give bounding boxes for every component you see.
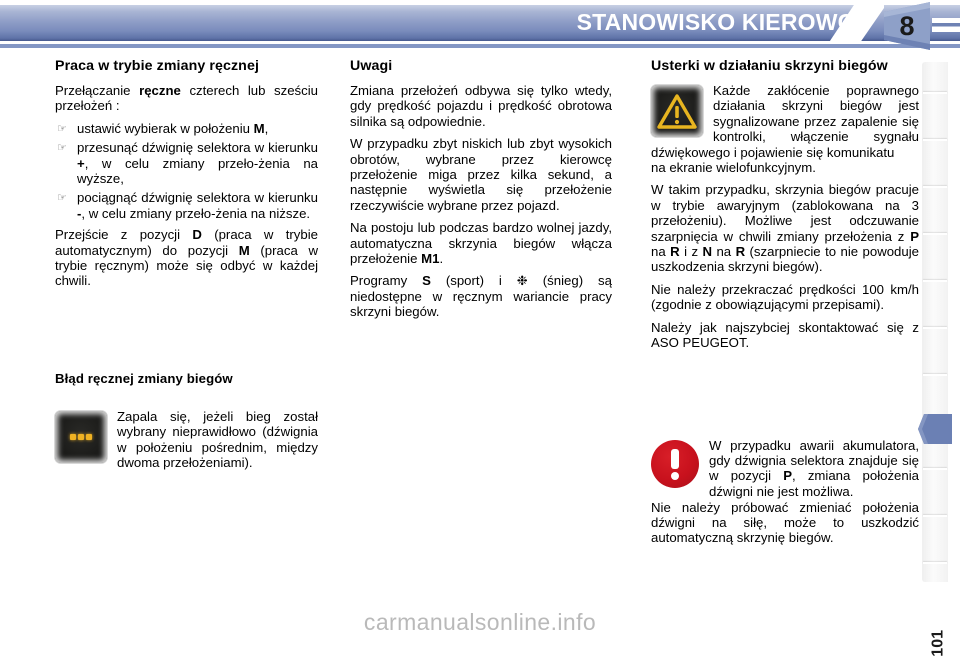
gearbox-fault-paragraph-2: Nie należy przekraczać prędkości 100 km/h (zgodnie z obowiązującymi przepisami). — [651, 281, 919, 313]
tab-strip-divider — [923, 92, 947, 94]
fault1-text-c: na — [651, 244, 671, 260]
manual-error-description: Zapala się, jeżeli bieg został wybrany nieprawidłowo (dźwignia w położeniu pośrednim, między dwoma przełożeniami). — [117, 408, 318, 471]
intro-text-a: Przełączanie — [55, 83, 140, 98]
watermark: carmanualsonline.info — [363, 609, 597, 635]
page-header — [0, 0, 960, 52]
snowflake-icon: ❉ — [516, 273, 528, 289]
list-item — [55, 190, 318, 221]
fault1-bold-n: N — [702, 244, 713, 260]
gearbox-fault-paragraph-1 — [651, 182, 919, 274]
switch-text-a: Przejście z pozycji — [55, 227, 193, 243]
dot-3 — [86, 434, 92, 440]
red-exclamation-warning-icon — [651, 440, 699, 488]
notes3-text-c: . — [439, 251, 444, 267]
switch-text-c: (praca w trybie automatycznym) do pozycji — [55, 227, 318, 258]
exclamation-dot — [671, 472, 679, 480]
tab-strip-divider — [923, 186, 947, 188]
fault1-bold-r1: R — [670, 244, 680, 260]
content-column-left — [55, 58, 318, 471]
header-rule-white-bottom — [0, 48, 960, 50]
active-chapter-tab[interactable] — [918, 412, 952, 446]
three-dots-indicator-icon — [55, 411, 107, 463]
notes3-bold-m1: M1 — [421, 251, 440, 267]
notes-paragraph-3 — [350, 220, 612, 266]
tab-strip-divider — [923, 280, 947, 282]
pointing-hand-icon: ☞ — [57, 142, 67, 155]
notes3-text-a: Na postoju lub podczas bardzo wolnej jazdy, automatyczna skrzynia biegów włącza przełożenie — [350, 220, 612, 267]
bullet-text-b: , w celu zmiany przeło-żenia na wyższe, — [77, 155, 318, 187]
fault1-text-a: W takim przypadku, skrzynia biegów pracuje w trybie awaryjnym (zablokowana na 3 przełożeniu). Możliwe jest odczuwanie szarpnięcia w chwili zmiany przełożenia z — [651, 182, 919, 244]
list-item — [55, 121, 318, 136]
dot-2 — [78, 434, 84, 440]
fault1-bold-p: P — [910, 228, 919, 244]
battery-failure-warning-block — [651, 438, 919, 500]
page-number: 101 — [930, 630, 947, 657]
chapter-tab-strip[interactable] — [922, 62, 948, 582]
switch-text-e: (praca w trybie ręcznym) może się odbyć w każdej chwili. — [55, 242, 318, 289]
manual-error-indicator-block — [55, 409, 318, 471]
bullet-text-a: ustawić wybierak w położeniu — [77, 120, 254, 136]
danger-bold-p: P — [783, 468, 792, 484]
section-title-manual-error: Błąd ręcznej zmiany biegów — [55, 370, 233, 386]
tab-strip-divider — [923, 468, 947, 470]
section-title-notes: Uwagi — [350, 58, 393, 74]
gearbox-warning-description: Każde zakłócenie poprawnego działania skrzyni biegów jest sygnalizowane przez zapalenie się kontrolki, włączenie sygnału dźwiękowego i pojawienie się komunikatu — [651, 83, 919, 160]
list-item — [55, 140, 318, 186]
intro-text-c: czterech lub sześciu przełożeń : — [55, 83, 318, 114]
bullet-bold: - — [77, 205, 82, 221]
dot-1 — [70, 434, 76, 440]
fault1-bold-r2: R — [735, 244, 746, 260]
pointing-hand-icon: ☞ — [57, 122, 67, 135]
bullet-text-b: , w celu zmiany przeło-żenia na niższe. — [81, 205, 311, 221]
warning-triangle-glyph — [657, 93, 697, 129]
section-title-gearbox-faults: Usterki w działaniu skrzyni biegów — [651, 58, 888, 74]
fault1-text-i: (szarpniecie to nie powoduje uszkodzenia skrzyni biegów). — [651, 244, 919, 275]
three-dots-indicator-figure — [55, 411, 107, 463]
manual-mode-steps-list — [55, 121, 318, 221]
danger-text-a: W przypadku awarii akumulatora, gdy dźwignia selektora znajduje się w pozycji — [709, 437, 919, 484]
notes-paragraph-1: Zmiana przełożeń odbywa się tylko wtedy, gdy prędkość pojazdu i prędkość obrotowa silnika są odpowiednie. — [350, 83, 612, 129]
switch-bold-m: M — [238, 242, 250, 258]
intro-bold-reczne: ręczne — [139, 83, 181, 98]
bullet-text-b: , — [264, 120, 269, 136]
page-title: STANOWISKO KIEROWCY — [576, 9, 870, 35]
section-title-manual-mode: Praca w trybie zmiany ręcznej — [55, 58, 259, 74]
bullet-bold: M — [253, 120, 265, 136]
fault1-text-e: i z — [679, 244, 703, 260]
notes4-text-a: Programy — [350, 273, 423, 289]
tab-strip-divider — [923, 562, 947, 564]
notes-paragraph-4 — [350, 273, 612, 319]
gearbox-warning-block — [651, 83, 919, 160]
tab-strip-divider — [923, 515, 947, 517]
warning-triangle-figure — [651, 85, 703, 137]
content-column-middle — [350, 58, 612, 320]
fault1-text-g: na — [712, 244, 736, 260]
warning-triangle-indicator-icon — [651, 85, 703, 137]
dots-group — [67, 432, 95, 442]
paragraph-mode-switch — [55, 227, 318, 289]
battery-failure-description-tail: Nie należy próbować zmieniać położenia dźwigni na siłę, może to uszkodzić automatyczną skrzynię biegów. — [651, 499, 919, 546]
notes4-bold-s: S — [422, 273, 431, 289]
gearbox-warning-description-tail: na ekranie wielofunkcyjnym. — [651, 160, 816, 176]
paragraph-manual-intro — [55, 83, 318, 114]
tab-strip-divider — [923, 327, 947, 329]
notes4-text-d: (śnieg) są niedostępne w ręcznym wariancie pracy skrzyni biegów. — [350, 273, 612, 320]
tab-strip-divider — [923, 374, 947, 376]
exclamation-bar — [671, 449, 679, 469]
bullet-text-a: przesunąć dźwignię selektora w kierunku — [77, 140, 318, 156]
gearbox-fault-paragraph-3: Należy jak najszybciej skontaktować się z ASO PEUGEOT. — [651, 319, 919, 351]
content-column-right — [651, 58, 919, 546]
bullet-text-a: pociągnąć dźwignię selektora w kierunku — [77, 190, 318, 206]
bullet-bold: + — [77, 155, 85, 171]
notes4-text-c: (sport) i — [430, 273, 517, 289]
pointing-hand-icon: ☞ — [57, 192, 67, 205]
tab-strip-divider — [923, 233, 947, 235]
danger-text-c: , zmiana położenia dźwigni nie jest możliwa. — [709, 468, 919, 499]
switch-bold-d: D — [192, 227, 202, 243]
red-warning-figure — [651, 440, 699, 488]
notes-paragraph-2: W przypadku zbyt niskich lub zbyt wysokich obrotów, wybrane przez kierowcę przełożenie miga przez kilka sekund, a następnie wyświetla się przełożenie rzeczywiście wybrane przez pojazd. — [350, 136, 612, 213]
chapter-number: 8 — [899, 10, 915, 41]
chapter-tab-tail — [932, 18, 960, 32]
tab-strip-divider — [923, 139, 947, 141]
